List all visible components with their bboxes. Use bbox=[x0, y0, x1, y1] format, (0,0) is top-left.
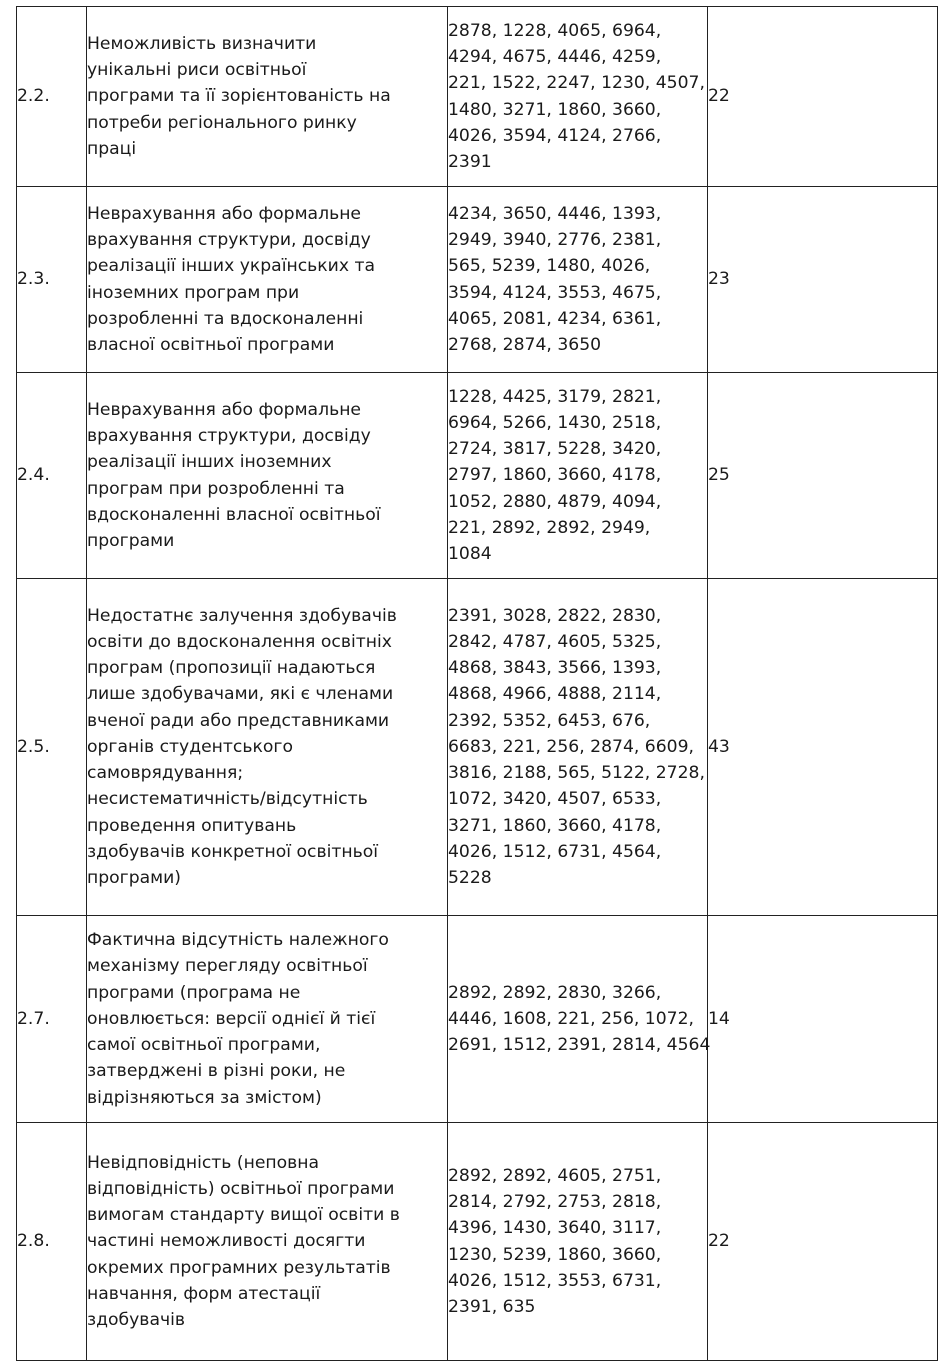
issue-description bbox=[87, 7, 448, 187]
issues-table bbox=[16, 6, 938, 1361]
table-row bbox=[17, 373, 938, 579]
codes-line: 3594, 4124, 3553, 4675, bbox=[448, 282, 662, 303]
description-line: врахування структури, досвіду bbox=[87, 230, 371, 251]
row-number: 2.7. bbox=[17, 916, 87, 1123]
codes-line: 2691, 1512, 2391, 2814, 4564 bbox=[448, 1035, 711, 1056]
codes-line: 2892, 2892, 2830, 3266, bbox=[448, 982, 662, 1003]
codes-line: 2949, 3940, 2776, 2381, bbox=[448, 230, 662, 251]
description-line: програми та її зорієнтованість на bbox=[87, 86, 391, 107]
codes-line: 2391 bbox=[448, 151, 492, 172]
description-line: реалізації інших іноземних bbox=[87, 452, 332, 473]
codes-line: 4396, 1430, 3640, 3117, bbox=[448, 1218, 662, 1239]
codes-line: 2391, 635 bbox=[448, 1296, 536, 1317]
codes-line: 2797, 1860, 3660, 4178, bbox=[448, 465, 662, 486]
description-line: Неврахування або формальне bbox=[87, 203, 362, 224]
codes-line: 221, 1522, 2247, 1230, 4507, bbox=[448, 73, 705, 94]
case-count: 22 bbox=[708, 1123, 938, 1361]
description-line: потреби регіонального ринку bbox=[87, 112, 357, 133]
table-row bbox=[17, 579, 938, 916]
case-codes bbox=[448, 579, 708, 916]
description-line: самоврядування; bbox=[87, 763, 244, 784]
row-number: 2.5. bbox=[17, 579, 87, 916]
codes-line: 2878, 1228, 4065, 6964, bbox=[448, 20, 662, 41]
case-codes bbox=[448, 916, 711, 1123]
description-line: розробленні та вдосконаленні bbox=[87, 308, 364, 329]
description-line: освіти до вдосконалення освітніх bbox=[87, 632, 392, 653]
description-line: вдосконаленні власної освітньої bbox=[87, 504, 381, 525]
case-codes bbox=[448, 373, 708, 579]
codes-line: 4026, 1512, 6731, 4564, bbox=[448, 841, 662, 862]
table-row bbox=[17, 7, 938, 187]
codes-line: 1230, 5239, 1860, 3660, bbox=[448, 1244, 662, 1265]
codes-line: 3271, 1860, 3660, 4178, bbox=[448, 815, 662, 836]
issue-description bbox=[87, 579, 448, 916]
codes-line: 565, 5239, 1480, 4026, bbox=[448, 256, 651, 277]
issue-description bbox=[87, 1123, 448, 1361]
description-line: самої освітньої програми, bbox=[87, 1035, 321, 1056]
description-line: окремих програмних результатів bbox=[87, 1257, 391, 1278]
description-line: проведення опитувань bbox=[87, 815, 297, 836]
description-line: здобувачів конкретної освітньої bbox=[87, 841, 379, 862]
description-line: реалізації інших українських та bbox=[87, 256, 376, 277]
case-codes bbox=[448, 7, 708, 187]
issue-description bbox=[87, 373, 448, 579]
description-line: вимогам стандарту вищої освіти в bbox=[87, 1205, 400, 1226]
case-count: 25 bbox=[708, 373, 938, 579]
description-line: лише здобувачами, які є членами bbox=[87, 684, 394, 705]
description-line: Невідповідність (неповна bbox=[87, 1152, 320, 1173]
description-line: праці bbox=[87, 138, 137, 159]
description-line: відрізняються за змістом) bbox=[87, 1087, 322, 1108]
codes-line: 221, 2892, 2892, 2949, bbox=[448, 517, 651, 538]
codes-line: 4868, 3843, 3566, 1393, bbox=[448, 658, 662, 679]
description-line: Неврахування або формальне bbox=[87, 399, 362, 420]
description-line: програм (пропозиції надаються bbox=[87, 658, 376, 679]
description-line: Неможливість визначити bbox=[87, 33, 317, 54]
case-codes bbox=[448, 1123, 708, 1361]
codes-line: 2892, 2892, 4605, 2751, bbox=[448, 1165, 662, 1186]
codes-line: 2842, 4787, 4605, 5325, bbox=[448, 632, 662, 653]
case-count: 23 bbox=[708, 187, 938, 373]
case-count: 14 bbox=[708, 916, 938, 1123]
description-line: механізму перегляду освітньої bbox=[87, 956, 368, 977]
description-line: іноземних програм при bbox=[87, 282, 300, 303]
issue-description bbox=[87, 916, 448, 1123]
description-line: затверджені в різні роки, не bbox=[87, 1061, 346, 1082]
codes-line: 4234, 3650, 4446, 1393, bbox=[448, 203, 662, 224]
codes-line: 1052, 2880, 4879, 4094, bbox=[448, 491, 662, 512]
codes-line: 6964, 5266, 1430, 2518, bbox=[448, 412, 662, 433]
codes-line: 4446, 1608, 221, 256, 1072, bbox=[448, 1008, 695, 1029]
codes-line: 1480, 3271, 1860, 3660, bbox=[448, 99, 662, 120]
row-number: 2.3. bbox=[17, 187, 87, 373]
row-number: 2.2. bbox=[17, 7, 87, 187]
codes-line: 2392, 5352, 6453, 676, bbox=[448, 710, 651, 731]
description-line: органів студентського bbox=[87, 736, 293, 757]
description-line: навчання, форм атестації bbox=[87, 1283, 321, 1304]
codes-line: 1072, 3420, 4507, 6533, bbox=[448, 789, 662, 810]
codes-line: 2768, 2874, 3650 bbox=[448, 334, 602, 355]
codes-line: 4294, 4675, 4446, 4259, bbox=[448, 47, 662, 68]
description-line: частині неможливості досягти bbox=[87, 1231, 366, 1252]
codes-line: 4868, 4966, 4888, 2114, bbox=[448, 684, 662, 705]
table-row bbox=[17, 916, 938, 1123]
description-line: унікальні риси освітньої bbox=[87, 60, 307, 81]
table-body bbox=[17, 7, 938, 1361]
description-line: вченої ради або представниками bbox=[87, 710, 390, 731]
description-line: власної освітньої програми bbox=[87, 334, 335, 355]
row-number: 2.8. bbox=[17, 1123, 87, 1361]
codes-line: 1084 bbox=[448, 544, 492, 564]
description-line: здобувачів bbox=[87, 1310, 186, 1330]
table-row bbox=[17, 1123, 938, 1361]
codes-line: 2724, 3817, 5228, 3420, bbox=[448, 439, 662, 460]
description-line: несистематичність/відсутність bbox=[87, 789, 368, 810]
case-codes bbox=[448, 187, 708, 373]
codes-line: 1228, 4425, 3179, 2821, bbox=[448, 386, 662, 407]
description-line: відповідність) освітньої програми bbox=[87, 1178, 395, 1199]
case-count: 22 bbox=[708, 7, 938, 187]
description-line: врахування структури, досвіду bbox=[87, 426, 371, 447]
codes-line: 4026, 1512, 3553, 6731, bbox=[448, 1270, 662, 1291]
description-line: програм при розробленні та bbox=[87, 478, 345, 499]
row-number: 2.4. bbox=[17, 373, 87, 579]
description-line: оновлюється: версії однієї й тієї bbox=[87, 1008, 376, 1029]
description-line: Фактична відсутність належного bbox=[87, 930, 389, 951]
description-line: Недостатнє залучення здобувачів bbox=[87, 605, 397, 626]
description-line: програми) bbox=[87, 867, 181, 888]
codes-line: 3816, 2188, 565, 5122, 2728, bbox=[448, 763, 705, 784]
description-line: програми bbox=[87, 530, 175, 551]
codes-line: 6683, 221, 256, 2874, 6609, bbox=[448, 736, 695, 757]
codes-line: 5228 bbox=[448, 867, 492, 888]
codes-line: 4026, 3594, 4124, 2766, bbox=[448, 125, 662, 146]
table-row bbox=[17, 187, 938, 373]
case-count: 43 bbox=[708, 579, 938, 916]
description-line: програми (програма не bbox=[87, 982, 301, 1003]
codes-line: 2391, 3028, 2822, 2830, bbox=[448, 605, 662, 626]
issue-description bbox=[87, 187, 448, 373]
codes-line: 2814, 2792, 2753, 2818, bbox=[448, 1192, 662, 1213]
codes-line: 4065, 2081, 4234, 6361, bbox=[448, 308, 662, 329]
